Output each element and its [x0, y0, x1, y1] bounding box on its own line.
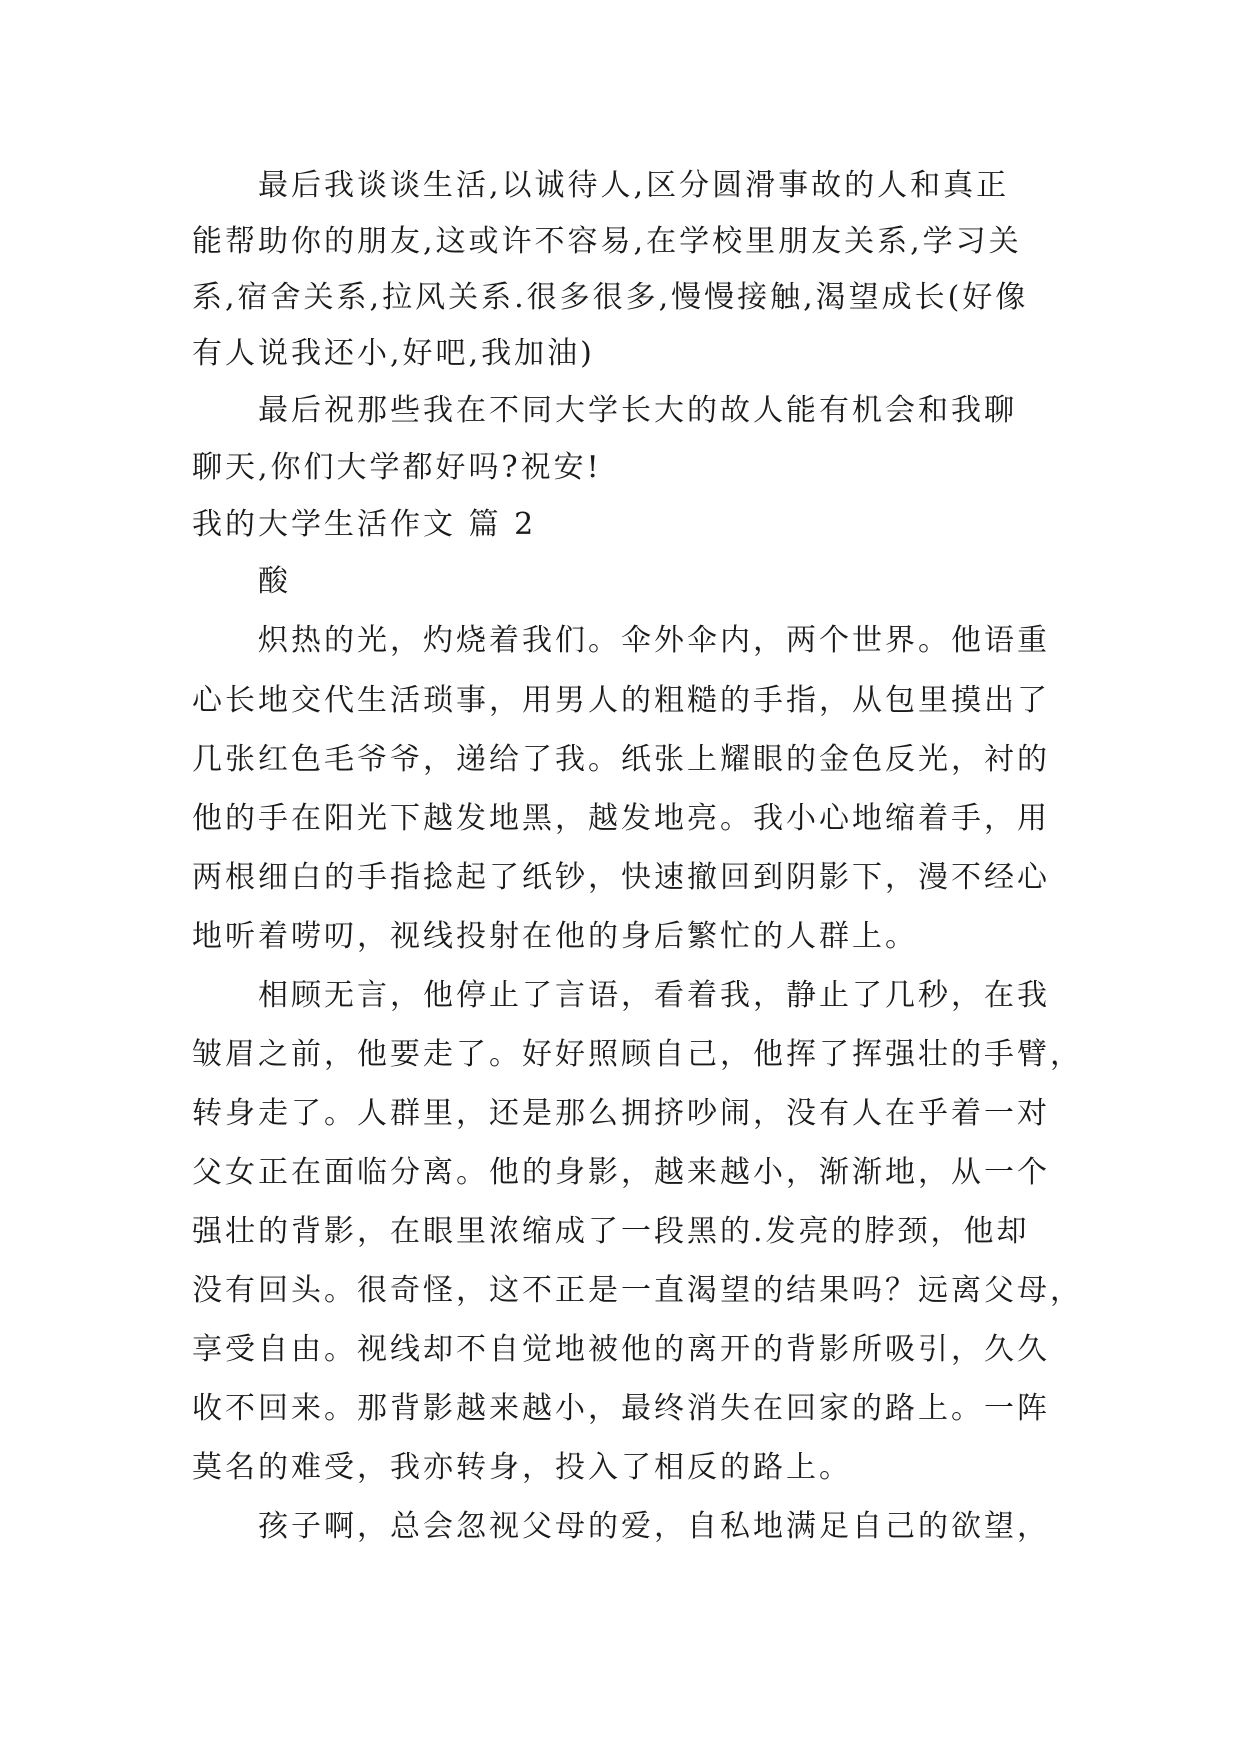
paragraph-line: 两根细白的手指捻起了纸钞，快速撤回到阴影下，漫不经心	[192, 860, 1050, 895]
paragraph-line: 最后祝那些我在不同大学长大的故人能有机会和我聊	[258, 393, 1017, 428]
paragraph-line: 能帮助你的朋友,这或许不容易,在学校里朋友关系,学习关	[192, 224, 1022, 259]
paragraph-line: 莫名的难受，我亦转身，投入了相反的路上。	[192, 1450, 852, 1485]
paragraph-line: 享受自由。视线却不自觉地被他的离开的背影所吸引，久久	[192, 1332, 1050, 1367]
paragraph-line: 转身走了。人群里，还是那么拥挤吵闹，没有人在乎着一对	[192, 1096, 1050, 1131]
paragraph-line: 相顾无言，他停止了言语，看着我，静止了几秒，在我	[258, 978, 1050, 1013]
paragraph-line: 聊天,你们大学都好吗?祝安!	[192, 450, 602, 485]
paragraph-line: 强壮的背影，在眼里浓缩成了一段黑的.发亮的脖颈，他却	[192, 1214, 1030, 1249]
paragraph-line: 收不回来。那背影越来越小，最终消失在回家的路上。一阵	[192, 1391, 1050, 1426]
paragraph-line: 有人说我还小,好吧,我加油)	[192, 336, 595, 371]
paragraph-line: 心长地交代生活琐事，用男人的粗糙的手指，从包里摸出了	[192, 683, 1050, 718]
paragraph-line: 酸	[258, 564, 291, 599]
paragraph-line: 炽热的光，灼烧着我们。伞外伞内，两个世界。他语重	[258, 623, 1050, 658]
paragraph-line: 没有回头。很奇怪，这不正是一直渴望的结果吗？远离父母，	[192, 1273, 1083, 1308]
section-heading: 我的大学生活作文 篇 2	[192, 507, 537, 542]
paragraph-line: 地听着唠叨，视线投射在他的身后繁忙的人群上。	[192, 919, 918, 954]
paragraph-line: 孩子啊，总会忽视父母的爱，自私地满足自己的欲望，	[258, 1509, 1050, 1544]
paragraph-line: 最后我谈谈生活,以诚待人,区分圆滑事故的人和真正	[258, 168, 1010, 203]
paragraph-line: 系,宿舍关系,拉风关系.很多很多,慢慢接触,渴望成长(好像	[192, 280, 1029, 315]
paragraph-line: 父女正在面临分离。他的身影，越来越小，渐渐地，从一个	[192, 1155, 1050, 1190]
paragraph-line: 他的手在阳光下越发地黑，越发地亮。我小心地缩着手，用	[192, 801, 1050, 836]
paragraph-line: 几张红色毛爷爷，递给了我。纸张上耀眼的金色反光，衬的	[192, 742, 1050, 777]
paragraph-line: 皱眉之前，他要走了。好好照顾自己，他挥了挥强壮的手臂，	[192, 1037, 1083, 1072]
